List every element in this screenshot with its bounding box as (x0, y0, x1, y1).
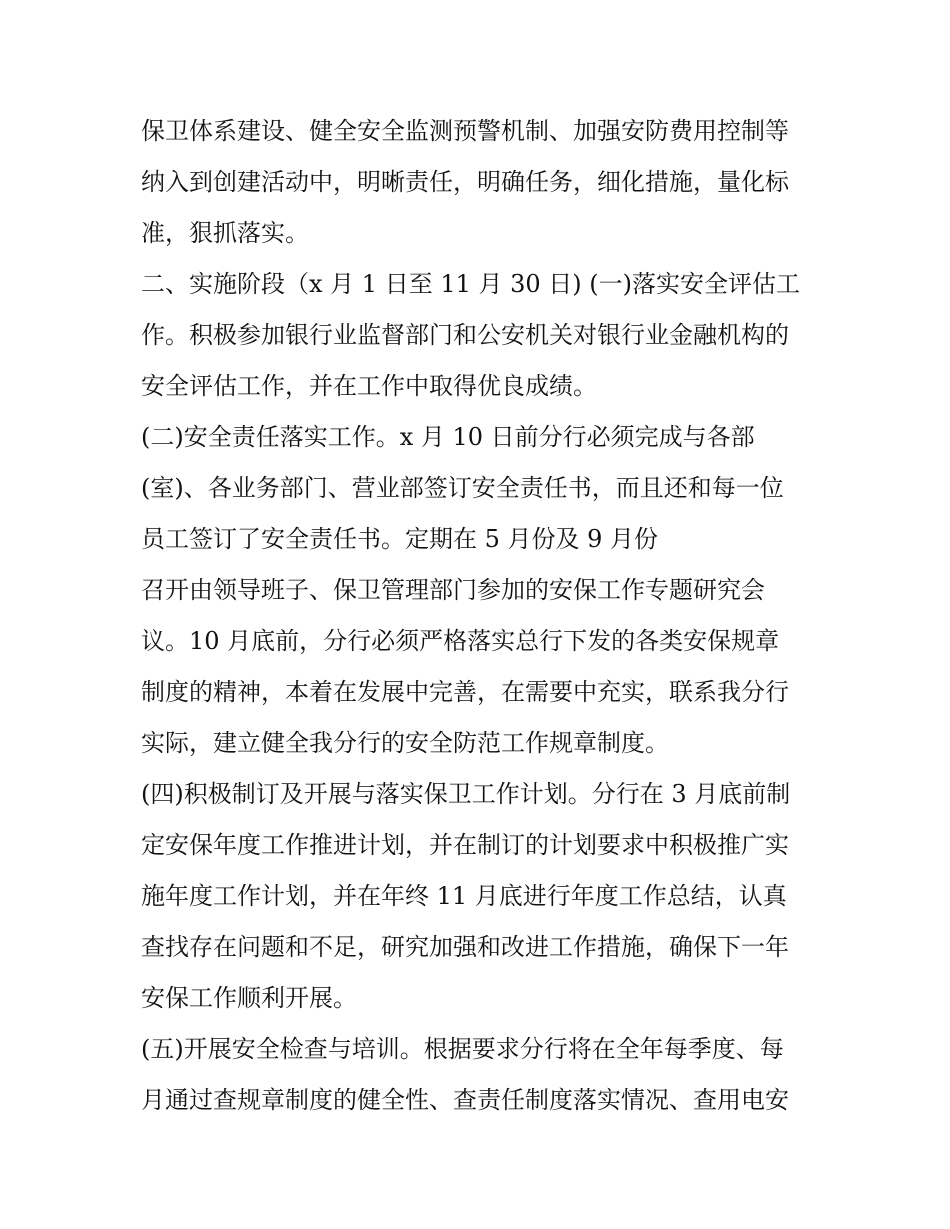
text-line: 月通过查规章制度的健全性、查责任制度落实情况、查用电安 (141, 1086, 789, 1114)
text-line: (五)开展安全检查与培训。根据要求分行将在全年每季度、每 (141, 1035, 784, 1063)
text-line: 作。积极参加银行业监督部门和公安机关对银行业金融机构的 (141, 321, 789, 349)
text-line: 准，狠抓落实。 (141, 219, 309, 247)
text-line: (室)、各业务部门、营业部签订安全责任书，而且还和每一位 (141, 474, 784, 502)
text-line: 二、实施阶段（x 月 1 日至 11 月 30 日) (一)落实安全评估工 (141, 270, 801, 298)
text-line: 实际，建立健全我分行的安全防范工作规章制度。 (141, 729, 669, 757)
text-line: 施年度工作计划，并在年终 11 月底进行年度工作总结，认真 (141, 882, 787, 910)
document-body (141, 106, 821, 1126)
text-line: (四)积极制订及开展与落实保卫工作计划。分行在 3 月底前制 (141, 780, 791, 808)
text-line: 员工签订了安全责任书。定期在 5 月份及 9 月份 (141, 525, 659, 553)
text-line: (二)安全责任落实工作。x 月 10 日前分行必须完成与各部 (141, 423, 755, 451)
text-line: 纳入到创建活动中，明晰责任，明确任务，细化措施，量化标 (141, 168, 789, 196)
text-line: 保卫体系建设、健全安全监测预警机制、加强安防费用控制等 (141, 117, 789, 145)
text-line: 制度的精神，本着在发展中完善，在需要中充实，联系我分行 (141, 678, 789, 706)
text-line: 安保工作顺利开展。 (141, 984, 357, 1012)
text-line: 定安保年度工作推进计划，并在制订的计划要求中积极推广实 (141, 831, 789, 859)
text-line: 查找存在问题和不足，研究加强和改进工作措施，确保下一年 (141, 933, 789, 961)
text-line: 安全评估工作，并在工作中取得优良成绩。 (141, 372, 597, 400)
text-line: 召开由领导班子、保卫管理部门参加的安保工作专题研究会 (141, 576, 765, 604)
text-line: 议。10 月底前，分行必须严格落实总行下发的各类安保规章 (141, 627, 780, 655)
